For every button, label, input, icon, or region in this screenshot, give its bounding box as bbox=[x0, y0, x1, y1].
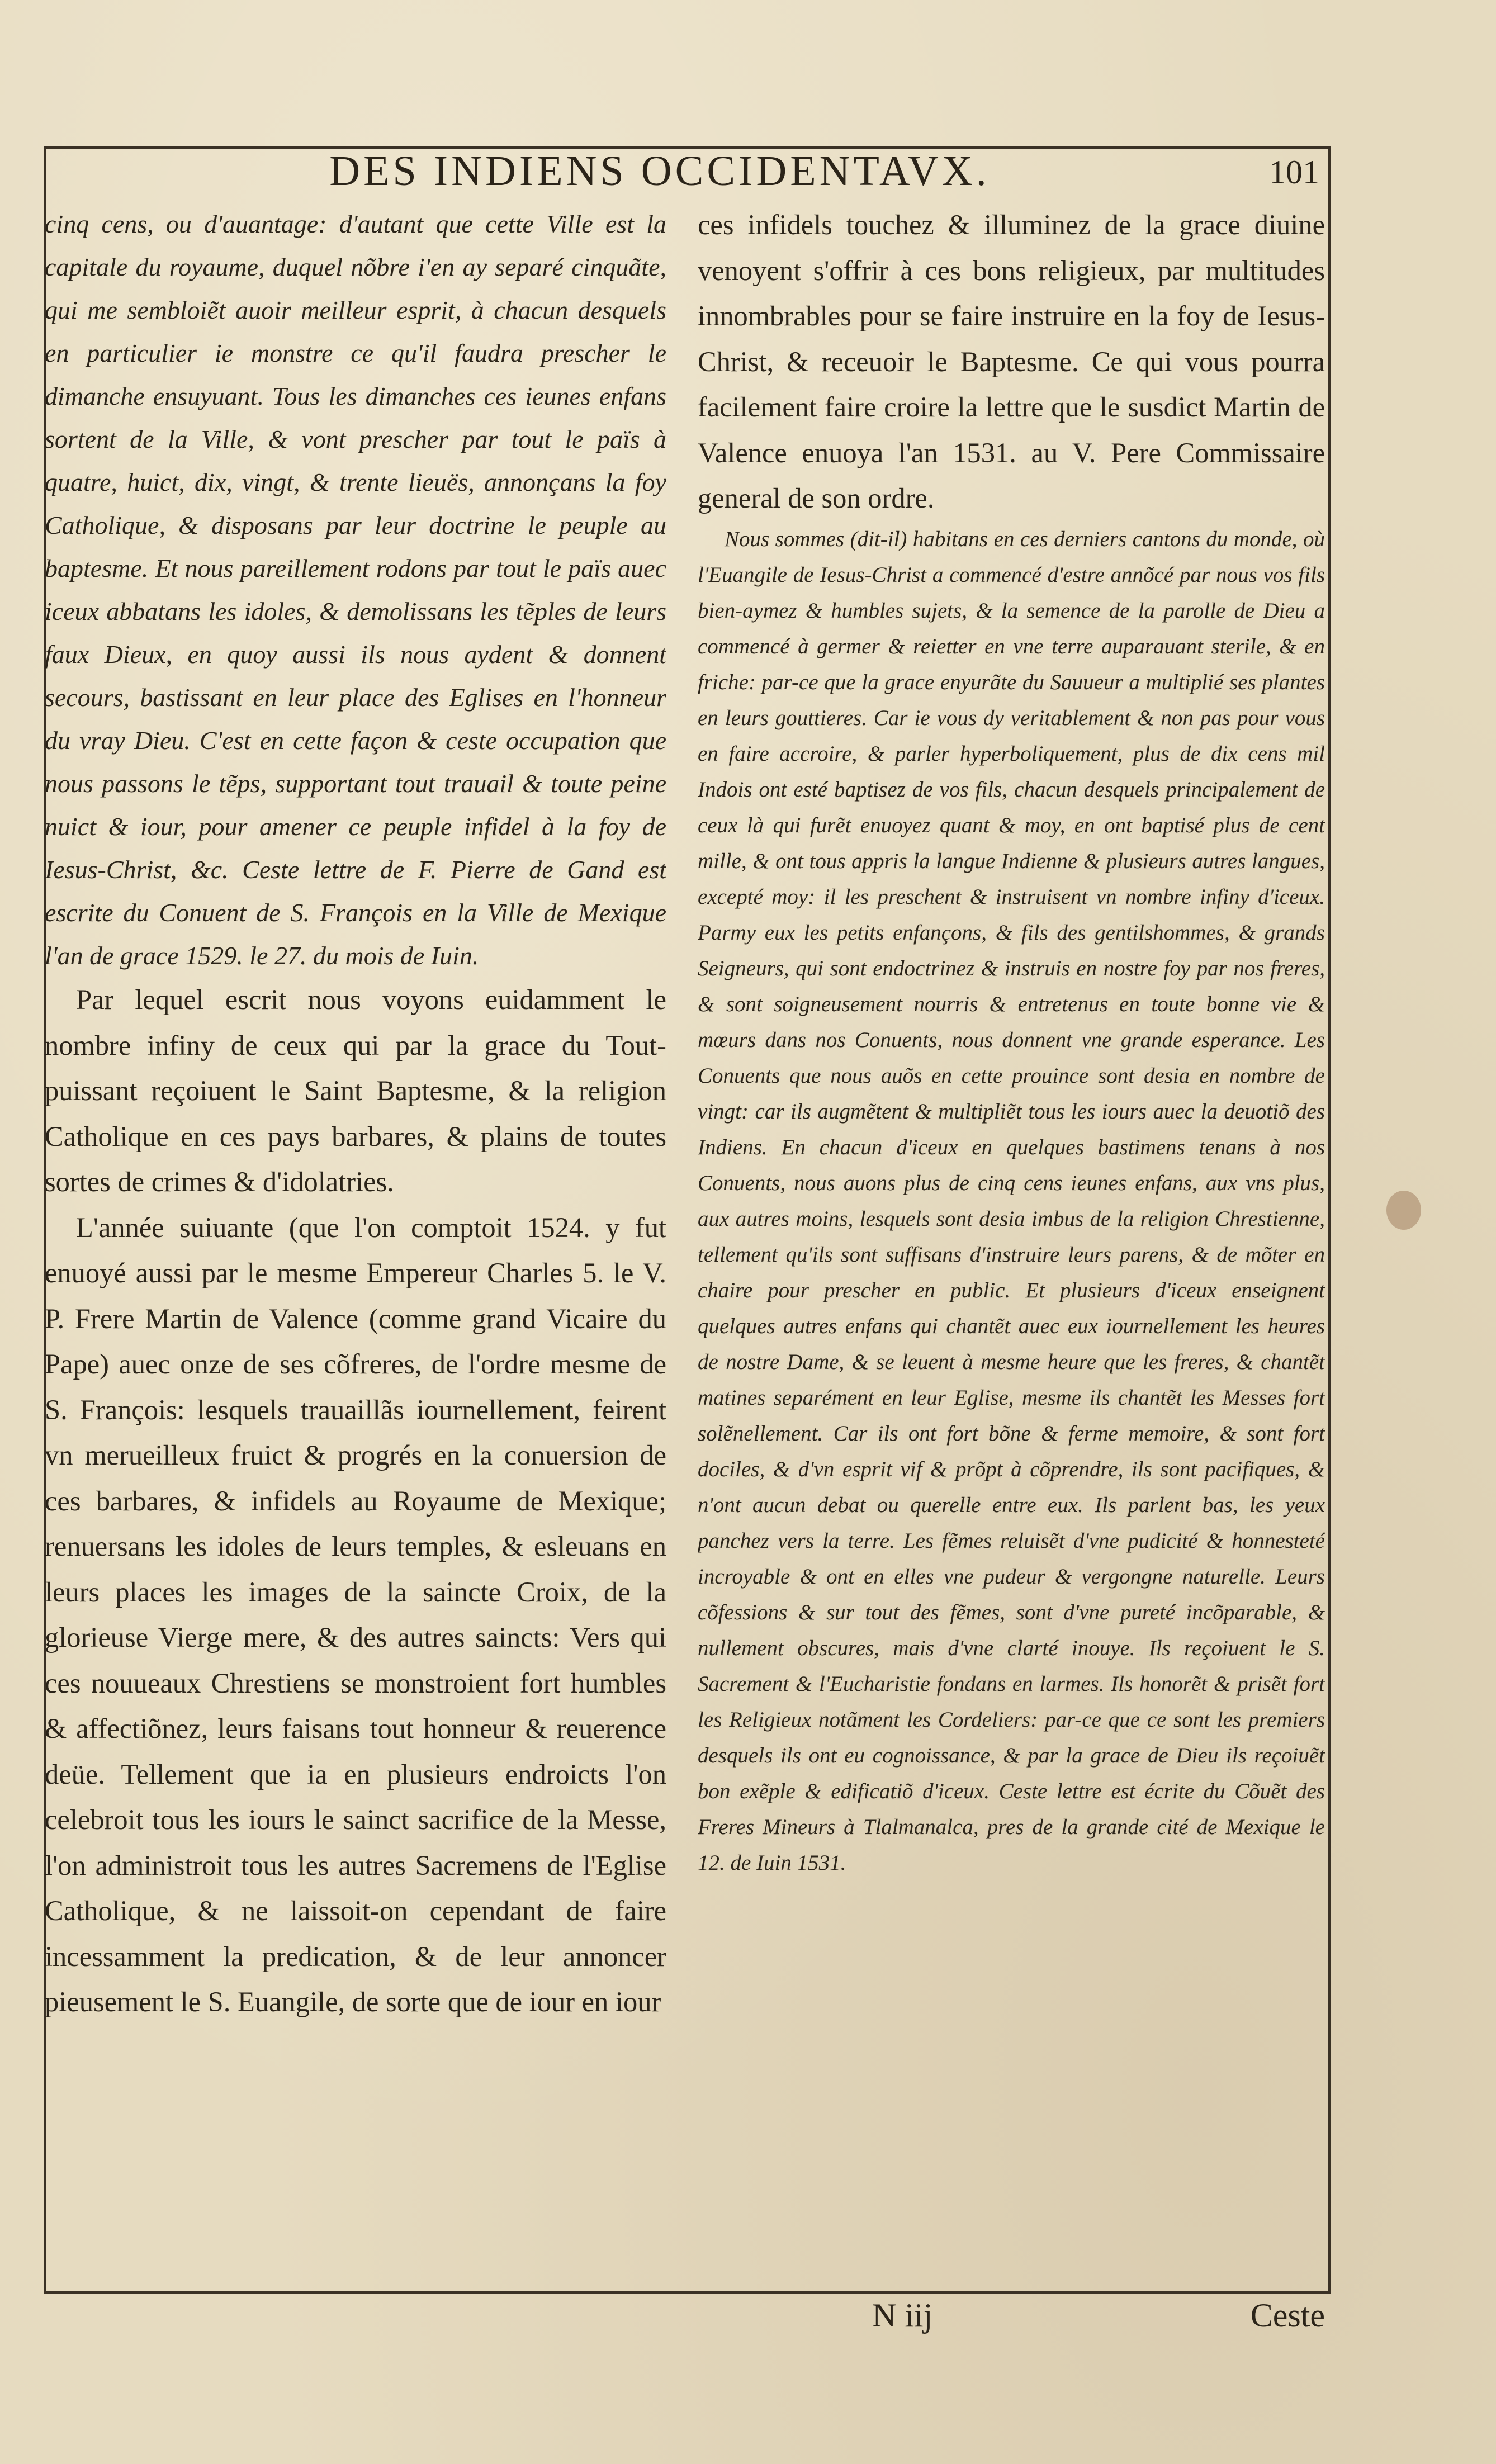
paper-stain bbox=[1386, 1191, 1421, 1230]
signature-mark: N iij bbox=[872, 2297, 933, 2334]
paragraph-martin-de-valence: L'année suiuante (que l'on comptoit 1524. y fut enuoyé aussi par le mesme Empereur Charles 5. le V. P. Frere Martin de Valence (comme grand Vicaire du Pape) auec onze de ses cõfreres, de l'ordre mesme de S. François: lesquels trauaillãs iournellement, feirent vn merueilleux fruict & progrés en la conuersion de ces barbares, & infidels au Royaume de Mexique; renuersans les idoles de leurs temples, & esleuans en leurs places les images de la saincte Croix, de la glorieuse Vierge mere, & des autres saincts: Vers qui ces nouueaux Chrestiens se monstroient fort humbles & affectiõnez, leurs faisans tout honneur & reuerence deüe. Tellement que ia en plusieurs endroicts l'on celebroit tous les iours le sainct sacrifice de la Messe, l'on administroit tous les autres Sacremens de l'Eglise Catholique, & ne laissoit-on cependant de faire incessamment la predication, & de leur annoncer pieusement le S. Euangile, de sorte que de iour en iour bbox=[45, 1211, 666, 2017]
right-rule bbox=[1328, 146, 1331, 2291]
letter-excerpt-valence: Nous sommes (dit-il) habitans en ces derniers cantons du monde, où l'Euangile de Iesus-Christ a commencé d'estre annõcé par nous vos fils bien-aymez & humbles sujets, & la semence de la parolle de Dieu a commencé à germer & reietter en vne terre auparauant sterile, & en friche: par-ce que la grace enyurãte du Sauueur a multiplié ses plantes en leurs gouttieres. Car ie vous dy veritablement & non pas pour vous en faire accroire, & parler hyperboliquement, plus de dix cens mil Indois ont esté baptisez de vos fils, chacun desquels principalement de ceux là qui furẽt enuoyez quant & moy, en ont baptisé plus de cent mille, & ont tous appris la langue Indienne & plusieurs autres langues, excepté moy: il les preschent & instruisent vn nombre infiny d'iceux. Parmy eux les petits enfançons, & fils des gentilshommes, & grands Seigneurs, qui sont endoctrinez & instruis en nostre foy par nos freres, & sont soigneusement nourris & entretenus en toute bonne vie & mœurs dans nos Conuents, nous donnent vne grande esperance. Les Conuents que nous auõs en cette prouince sont desia en nombre de vingt: car ils augmẽtent & multipliẽt tous les iours auec la deuotiõ des Indiens. En chacun d'iceux en quelques bastimens tenans à nos Conuents, nous auons plus de cinq cens ieunes enfans, aux vns plus, aux autres moins, lesquels sont desia imbus de la religion Chrestienne, tellement qu'ils sont suffisans d'instruire leurs parens, & de mõter en chaire pour prescher en public. Et plusieurs d'iceux enseignent quelques autres enfans qui chantẽt auec eux iournellement les heures de nostre Dame, & se leuent à mesme heure que les freres, & chantẽt matines separément en leur Eglise, mesme ils chantẽt les Messes fort solẽnellement. Car ils ont fort bõne & ferme memoire, & sont fort dociles, & d'vn esprit vif & prõpt à cõprendre, ils sont pacifiques, & n'ont aucun debat ou querelle entre eux. Ils parlent bas, les yeux panchez vers la terre. Les fẽmes reluisẽt d'vne pudicité & honnesteté incroyable & ont en elles vne pudeur & vergongne naturelle. Leurs cõfessions & sur tout des fẽmes, sont d'vne pureté incõparable, & nullement obscures, mais d'vne clarté inouye. Ils reçoiuent le S. Sacrement & l'Eucharistie fondans en larmes. Ils honorẽt & prisẽt fort les Religieux notãment les Cordeliers: par-ce que ce sont les premiers desquels ils ont eu cognoissance, & par la grace de Dieu ils reçoiuẽt bon exẽple & edificatiõ d'iceux. Ceste lettre est écrite du Cõuẽt des Freres Mineurs à Tlalmanalca, pres de la grande cité de Mexique le 12. de Iuin 1531. bbox=[698, 527, 1325, 1875]
letter-excerpt-gand: cinq cens, ou d'auantage: d'autant que cette Ville est la capitale du royaume, duquel nõbre i'en ay separé cinquãte, qui me sembloiẽt auoir meilleur esprit, à chacun desquels en particulier ie monstre ce qu'il faudra prescher le dimanche ensuyuant. Tous les dimanches ces ieunes enfans sortent de la Ville, & vont prescher par tout le païs à quatre, huict, dix, vingt, & trente lieuës, annonçans la foy Catholique, & disposans par leur doctrine le peuple au baptesme. Et nous pareillement rodons par tout le païs auec iceux abbatans les idoles, & demolissans les tẽples de leurs faux Dieux, en quoy aussi ils nous aydent & donnent secours, bastissant en leur place des Eglises en l'honneur du vray Dieu. C'est en cette façon & ceste occupation que nous passons le tẽps, supportant tout trauail & toute peine nuict & iour, pour amener ce peuple infidel à la foy de Iesus-Christ, &c. Ceste lettre de F. Pierre de Gand est escrite du Conuent de S. François en la Ville de Mexique l'an de grace 1529. le 27. du mois de Iuin. bbox=[45, 210, 666, 970]
left-column bbox=[45, 202, 666, 2282]
running-head: DES INDIENS OCCIDENTAVX. bbox=[329, 148, 990, 195]
catchword: Ceste bbox=[1250, 2297, 1325, 2334]
folio-number: 101 bbox=[1269, 154, 1319, 191]
right-column bbox=[698, 202, 1325, 2282]
bottom-rule bbox=[44, 2291, 1331, 2294]
paragraph-baptism: Par lequel escrit nous voyons euidamment le nombre infiny de ceux qui par la grace du Tout-puissant reçoiuent le Saint Baptesme, & la religion Catholique en ces pays barbares, & plains de toutes sortes de crimes & d'idolatries. bbox=[45, 984, 666, 1197]
paragraph-infidels: ces infidels touchez & illuminez de la grace diuine venoyent s'offrir à ces bons religieux, par multitudes innombrables pour se faire instruire en la foy de Iesus-Christ, & receuoir le Baptesme. Ce qui vous pourra facilement faire croire la lettre que le susdict Martin de Valence enuoya l'an 1531. au V. Pere Commissaire general de son ordre. bbox=[698, 209, 1325, 514]
